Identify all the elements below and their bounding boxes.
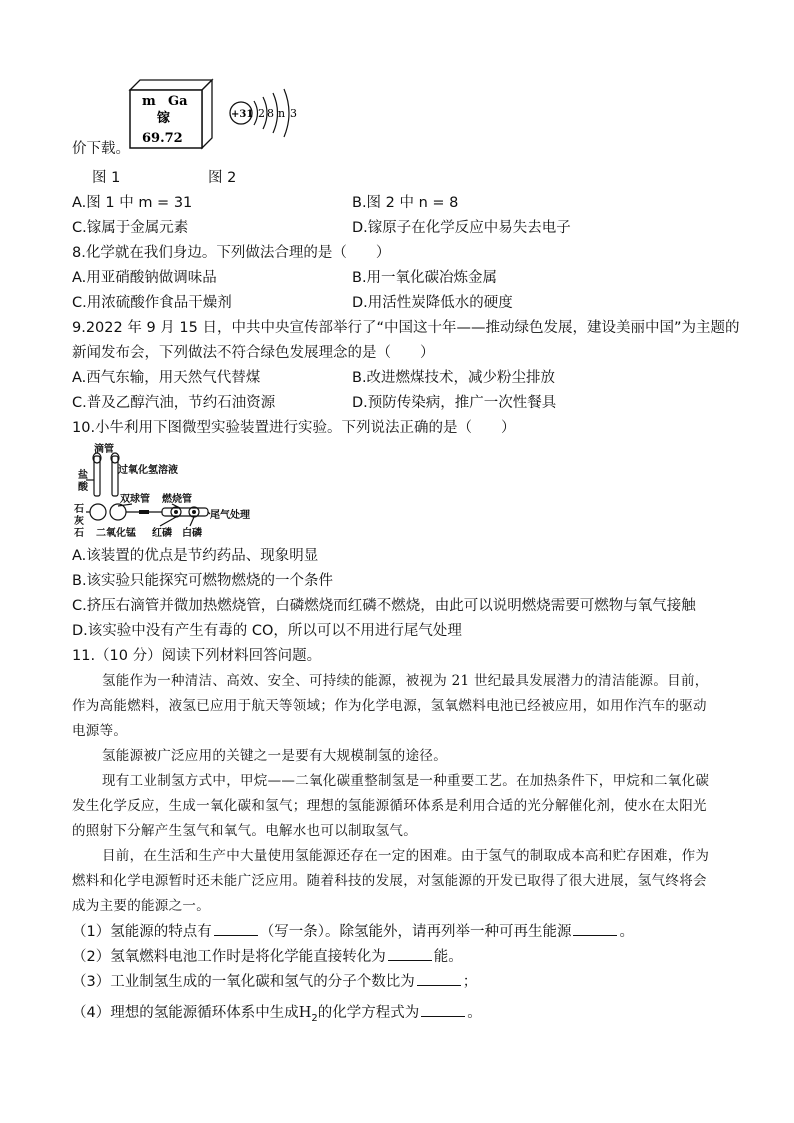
q9-option-a: A.西气东输，用天然气代替煤 — [72, 370, 261, 386]
nucleus-charge: +31 — [231, 109, 254, 120]
q11-sub-question-3: （3）工业制氢生成的一氧化碳和氢气的分子个数比为 ； — [72, 971, 477, 992]
label-h2o2: 过氧化氢溶液 — [118, 465, 178, 476]
label-limestone-1: 石 — [74, 504, 84, 515]
q11-sub-question-2: （2）氢氧燃料电池工作时是将化学能直接转化为 能。 — [72, 946, 463, 967]
q9-stem-line-1: 9.2022 年 9 月 15 日，中共中央宣传部举行了“中国这十年——推动绿色发展，建设美丽中国”为主题的 — [72, 320, 740, 336]
answer-blank[interactable] — [421, 1002, 465, 1017]
shell-3-electrons: n — [278, 107, 286, 120]
element-mass-symbol: m — [142, 94, 156, 109]
q7-option-c: C.镓属于金属元素 — [72, 220, 189, 236]
answer-blank[interactable] — [573, 921, 617, 936]
q10-option-b: B.该实验只能探究可燃物燃烧的一个条件 — [72, 573, 334, 589]
figure-2-caption: 图 2 — [208, 170, 237, 186]
material-line-9: 燃料和化学电源暂时还未能广泛应用。随着科技的发展，对氢能源的开发已取得了很大进展，氢气终将会 — [72, 873, 707, 889]
element-name: 镓 — [157, 111, 171, 126]
q8-stem: 8.化学就在我们身边。下列做法合理的是（ ） — [72, 245, 391, 261]
label-dropper: 滴管 — [94, 444, 114, 455]
figure-1-caption: 图 1 — [92, 170, 121, 186]
q11-sub-question-1: （1）氢能源的特点有 （写一条）。除氢能外，请再列举一种可再生能源 。 — [72, 921, 634, 942]
q10-option-a: A.该装置的优点是节约药品、现象明显 — [72, 548, 319, 564]
q10-option-c: C.挤压右滴管并微加热燃烧管，白磷燃烧而红磷不燃烧，由此可以说明燃烧需要可燃物与氧气接触 — [72, 598, 696, 614]
atom-structure-figure — [228, 88, 304, 138]
answer-blank[interactable] — [417, 971, 461, 986]
q7-tail-text: 价下载。 — [72, 141, 130, 157]
label-mno2: 二氧化锰 — [96, 528, 136, 539]
q8-option-c: C.用浓硫酸作食品干燥剂 — [72, 295, 232, 311]
q9-option-b: B.改进燃煤技术，减少粉尘排放 — [352, 370, 556, 386]
shell-2-electrons: 8 — [267, 107, 274, 120]
material-line-6: 发生化学反应，生成一氧化碳和氢气；理想的氢能源循环体系是利用合适的光分解催化剂，使水在太阳光 — [72, 798, 707, 814]
label-double-bulb: 双球管 — [120, 494, 150, 505]
label-white-phosphorus: 白磷 — [182, 528, 202, 539]
q11-stem: 11.（10 分）阅读下列材料回答问题。 — [72, 648, 322, 664]
q7-option-b: B.图 2 中 n = 8 — [352, 195, 459, 211]
q8-option-a: A.用亚硝酸钠做调味品 — [72, 270, 217, 286]
answer-blank[interactable] — [214, 921, 258, 936]
q11-sub-question-4: （4）理想的氢能源循环体系中生成$H_2$的化学方程式为 。 — [72, 1002, 482, 1029]
answer-blank[interactable] — [388, 946, 432, 961]
material-line-7: 的照射下分解产生氢气和氧气。电解水也可以制取氢气。 — [72, 823, 417, 839]
label-exhaust: 尾气处理 — [210, 510, 250, 521]
q9-option-c: C.普及乙醇汽油，节约石油资源 — [72, 395, 276, 411]
label-limestone-3: 石 — [74, 528, 84, 539]
material-line-8: 目前，在生活和生产中大量使用氢能源还存在一定的困难。由于氢气的制取成本高和贮存困难，作为 — [102, 848, 710, 864]
q9-stem-line-2: 新闻发布会，下列做法不符合绿色发展理念的是（ ） — [72, 345, 435, 361]
material-line-2: 作为高能燃料，液氢已应用于航天等领域；作为化学电源，氢氧燃料电池已经被应用，如用作汽车的驱动 — [72, 698, 707, 714]
q7-option-a: A.图 1 中 m = 31 — [72, 195, 193, 211]
label-red-phosphorus: 红磷 — [152, 528, 172, 539]
material-line-10: 成为主要的能源之一。 — [72, 898, 210, 914]
shell-4-electrons: 3 — [290, 107, 297, 120]
micro-experiment-apparatus — [72, 440, 268, 540]
q10-stem: 10.小牛利用下图微型实验装置进行实验。下列说法正确的是（ ） — [72, 420, 516, 436]
label-hcl-2: 酸 — [78, 482, 88, 493]
element-atomic-mass: 69.72 — [142, 131, 183, 146]
element-card-figure — [122, 78, 222, 150]
material-line-1: 氢能作为一种清洁、高效、安全、可持续的能源，被视为 21 世纪最具发展潜力的清洁能源。目前， — [102, 673, 709, 689]
q8-option-d: D.用活性炭降低水的硬度 — [352, 295, 513, 311]
q10-option-d: D.该实验中没有产生有毒的 CO，所以可以不用进行尾气处理 — [72, 623, 462, 639]
element-symbol: Ga — [168, 94, 188, 109]
label-limestone-2: 灰 — [74, 516, 84, 527]
label-hcl-1: 盐 — [78, 470, 88, 481]
q7-option-d: D.镓原子在化学反应中易失去电子 — [352, 220, 571, 236]
shell-1-electrons: 2 — [258, 107, 265, 120]
label-combustion-tube: 燃烧管 — [162, 494, 192, 505]
material-line-5: 现有工业制氢方式中，甲烷——二氧化碳重整制氢是一种重要工艺。在加热条件下，甲烷和二氧化碳 — [102, 773, 710, 789]
q9-option-d: D.预防传染病，推广一次性餐具 — [352, 395, 557, 411]
material-line-4: 氢能源被广泛应用的关键之一是要有大规模制氢的途径。 — [102, 748, 447, 764]
q8-option-b: B.用一氧化碳冶炼金属 — [352, 270, 498, 286]
material-line-3: 电源等。 — [72, 723, 128, 739]
